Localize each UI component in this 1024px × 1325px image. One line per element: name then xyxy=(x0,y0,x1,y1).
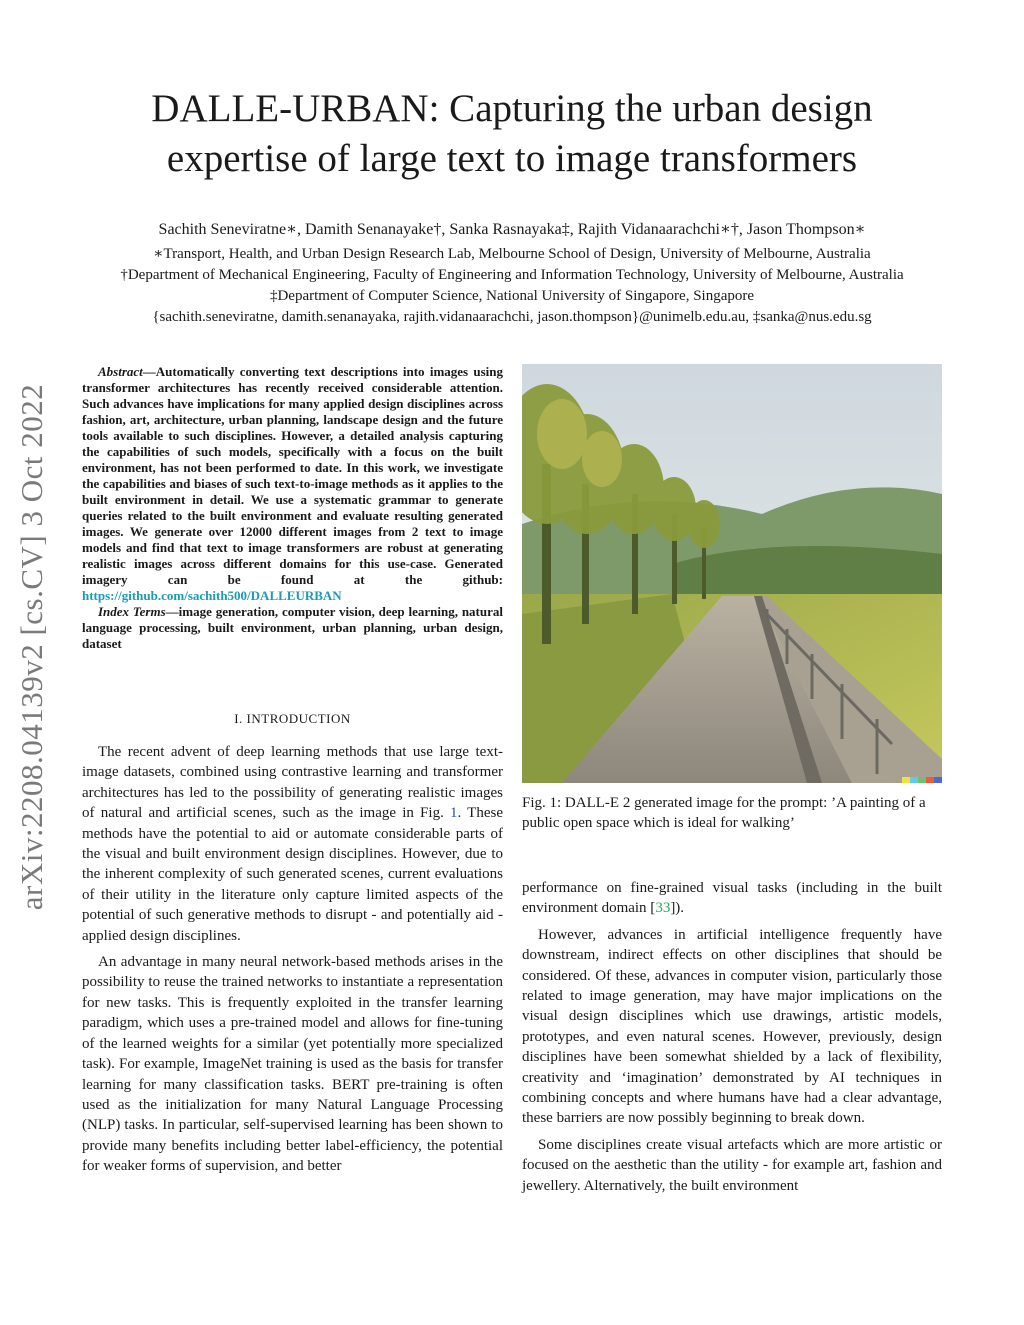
index-terms-text: —image generation, computer vision, deep learning, natural language processing, built environment, urban planning, urban design, dataset xyxy=(82,604,503,651)
right-column-body xyxy=(522,878,942,1196)
intro-paragraph-1 xyxy=(82,742,503,946)
arxiv-identifier: arXiv:2208.04139v2 [cs.CV] 3 Oct 2022 xyxy=(14,383,49,910)
abstract-label: Abstract xyxy=(98,364,143,379)
intro-p1-text-b: . These methods have the potential to aid or automate considerable parts of the visual and built environment design disciplines. However, due to the inherent complexity of such generated scenes, current evaluations of their utility in the literature only capture limited aspects of the potential of such generative methods to disrupt - and potentially aid - applied design disciplines. xyxy=(82,805,504,944)
figure-1-caption: Fig. 1: DALL-E 2 generated image for the prompt: ’A painting of a public open space which is ideal for walking’ xyxy=(522,795,926,831)
title-line-1: DALLE-URBAN: Capturing the urban design xyxy=(151,87,873,130)
color-signature-swatch xyxy=(902,777,942,783)
author-emails: {sachith.seneviratne, damith.senanayaka, rajith.vidanaarachchi, jason.thompson}@unimelb.edu.au, ‡sanka@nus.edu.sg xyxy=(152,309,872,325)
affiliation-1: ∗Transport, Health, and Urban Design Research Lab, Melbourne School of Design, University of Melbourne, Australia xyxy=(153,246,871,262)
citation-ref-33[interactable]: 33 xyxy=(655,900,671,917)
intro-p1-text-a: The recent advent of deep learning methods that use large text-image datasets, combined using contrastive learning and transformer architectures has led to the possibility of generating realistic images of natural and artificial scenes, such as the image in Fig. xyxy=(82,744,503,822)
right-paragraph-3: Some disciplines create visual artefacts which are more artistic or focused on the aesthetic than the utility - for example art, fashion and jewellery. Alternatively, the built environment xyxy=(522,1136,942,1194)
introduction-body xyxy=(82,742,503,1177)
abstract-text: —Automatically converting text descriptions into images using transformer architectures has recently received considerable attention. Such advances have implications for many applied design disciplines across fashion, art, architecture, urban planning, landscape design and the future tools available to such disciplines. However, a detailed analysis capturing the capabilities of such models, specifically with a focus on the built environment, has not been performed to date. In this work, we investigate the capabilities and biases of such text-to-image methods as it applies to the built environment in detail. We use a systematic grammar to generate queries related to the built environment and evaluate resulting generated images. We generate over 12000 different images from 2 text to image models and find that text to image transformers are robust at generating realistic images across different domains for this use-case. Generated imagery can be found at the github: xyxy=(82,364,503,587)
figure-1-painting xyxy=(522,364,942,783)
park-path-painting xyxy=(522,364,942,783)
abstract xyxy=(82,364,503,652)
section-heading-introduction: I. INTRODUCTION xyxy=(234,711,351,726)
index-terms xyxy=(82,604,503,652)
affiliation-3: ‡Department of Computer Science, National University of Singapore, Singapore xyxy=(269,288,755,304)
right-p1-text-a: performance on fine-grained visual tasks (including in the built environment domain [ xyxy=(522,880,942,917)
author-list: Sachith Seneviratne∗, Damith Senanayake†, Sanka Rasnayaka‡, Rajith Vidanaarachchi∗†, Jason Thompson∗ xyxy=(158,221,866,238)
affiliation-2: †Department of Mechanical Engineering, Faculty of Engineering and Information Technology, University of Melbourne, Australia xyxy=(120,267,904,283)
index-terms-label: Index Terms xyxy=(98,604,166,619)
right-paragraph-2: However, advances in artificial intelligence frequently have downstream, indirect effects on other disciplines that should be considered. Of these, advances in computer vision, particularly those related to image generation, may have major implications on the visual design disciplines which use drawings, artistic models, prototypes, and even natural scenes. However, previously, design disciplines have been somewhat shielded by a lack of flexibility, creativity and ‘imagination’ demonstrated by AI techniques in combining concepts and where humans have had a clear advantage, these barriers are now possibly beginning to break down. xyxy=(522,926,942,1127)
paper-title xyxy=(0,84,1024,184)
right-p1-text-b: ]). xyxy=(670,900,685,917)
figure-ref-1[interactable]: 1 xyxy=(450,805,458,822)
intro-paragraph-2: An advantage in many neural network-based methods arises in the possibility to reuse the trained networks to instantiate a representation for new tasks. This is frequently exploited in the transfer learning paradigm, which uses a pre-trained model and allows for fine-tuning of the learned weights for a similar (yet potentially more specialized task). For example, ImageNet training is used as the basis for transfer learning for many classification tasks. BERT pre-training is often used as the initialization for many Natural Language Processing (NLP) tasks. In particular, self-supervised learning has been shown to provide many benefits including better label-efficiency, the potential for weaker forms of supervision, and better xyxy=(82,954,503,1175)
arxiv-sidebar xyxy=(10,364,54,929)
title-line-2: expertise of large text to image transformers xyxy=(166,137,858,180)
github-link[interactable]: https://github.com/sachith500/DALLEURBAN xyxy=(82,588,342,603)
right-paragraph-1 xyxy=(522,878,942,919)
